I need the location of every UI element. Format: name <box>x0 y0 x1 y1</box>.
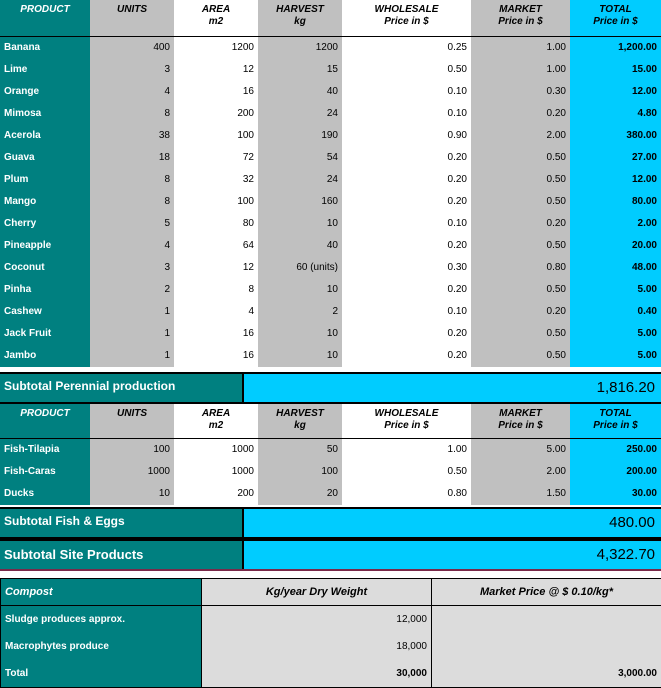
cell-market: 0.50 <box>471 169 570 191</box>
cell-total: 5.00 <box>570 279 661 301</box>
cell-market: 0.50 <box>471 279 570 301</box>
cell-units: 5 <box>90 213 174 235</box>
cell-area: 200 <box>174 483 258 505</box>
cell-harvest: 2 <box>258 301 342 323</box>
table-row <box>0 147 661 169</box>
cell-wholesale: 0.50 <box>342 461 471 483</box>
cell-units: 8 <box>90 169 174 191</box>
cell-harvest: 50 <box>258 438 342 461</box>
cell-total: 2.00 <box>570 213 661 235</box>
fish-header-row <box>0 404 661 438</box>
table-row <box>0 169 661 191</box>
cell-area: 8 <box>174 279 258 301</box>
table-row <box>0 301 661 323</box>
cell-harvest: 10 <box>258 345 342 367</box>
table-row <box>0 125 661 147</box>
cell-wholesale: 0.10 <box>342 81 471 103</box>
compost-row-weight: 18,000 <box>202 633 432 660</box>
cell-market: 0.50 <box>471 345 570 367</box>
cell-market: 1.50 <box>471 483 570 505</box>
header-market: MARKET Price in $ <box>471 0 570 36</box>
cell-units: 8 <box>90 191 174 213</box>
cell-harvest: 24 <box>258 103 342 125</box>
cell-total: 20.00 <box>570 235 661 257</box>
cell-area: 1000 <box>174 461 258 483</box>
cell-units: 4 <box>90 235 174 257</box>
table-row <box>0 345 661 367</box>
fish-header-product: PRODUCT <box>0 404 90 438</box>
cell-market: 0.50 <box>471 147 570 169</box>
cell-product: Jack Fruit <box>0 323 90 345</box>
compost-header-price: Market Price @ $ 0.10/kg* <box>432 579 661 606</box>
cell-area: 100 <box>174 125 258 147</box>
subtotal-fish-label: Subtotal Fish & Eggs <box>0 509 244 537</box>
compost-header-row <box>1 579 661 606</box>
subtotal-fish-value: 480.00 <box>244 509 661 537</box>
cell-units: 1 <box>90 323 174 345</box>
fish-header-wholesale: WHOLESALE Price in $ <box>342 404 471 438</box>
cell-harvest: 40 <box>258 235 342 257</box>
cell-units: 8 <box>90 103 174 125</box>
cell-units: 2 <box>90 279 174 301</box>
cell-harvest: 24 <box>258 169 342 191</box>
cell-units: 3 <box>90 59 174 81</box>
cell-total: 27.00 <box>570 147 661 169</box>
cell-total: 80.00 <box>570 191 661 213</box>
compost-row-price <box>432 606 661 634</box>
cell-units: 18 <box>90 147 174 169</box>
cell-product: Fish-Tilapia <box>0 438 90 461</box>
cell-area: 12 <box>174 59 258 81</box>
compost-total-label: Total <box>1 660 202 688</box>
table-row <box>0 81 661 103</box>
cell-market: 0.20 <box>471 301 570 323</box>
cell-area: 16 <box>174 323 258 345</box>
cell-total: 4.80 <box>570 103 661 125</box>
cell-product: Acerola <box>0 125 90 147</box>
cell-market: 0.20 <box>471 213 570 235</box>
cell-area: 16 <box>174 81 258 103</box>
cell-wholesale: 0.30 <box>342 257 471 279</box>
cell-area: 4 <box>174 301 258 323</box>
cell-market: 1.00 <box>471 59 570 81</box>
cell-product: Mimosa <box>0 103 90 125</box>
compost-table <box>0 578 661 688</box>
cell-harvest: 54 <box>258 147 342 169</box>
cell-product: Fish-Caras <box>0 461 90 483</box>
cell-market: 0.80 <box>471 257 570 279</box>
cell-wholesale: 1.00 <box>342 438 471 461</box>
cell-area: 200 <box>174 103 258 125</box>
cell-product: Pineapple <box>0 235 90 257</box>
table-row <box>0 103 661 125</box>
cell-total: 5.00 <box>570 345 661 367</box>
compost-header-label: Compost <box>1 579 202 606</box>
cell-market: 2.00 <box>471 461 570 483</box>
fish-header-harvest: HARVEST kg <box>258 404 342 438</box>
cell-product: Guava <box>0 147 90 169</box>
perennial-header-row <box>0 0 661 36</box>
cell-total: 200.00 <box>570 461 661 483</box>
table-row <box>0 213 661 235</box>
cell-units: 100 <box>90 438 174 461</box>
cell-units: 400 <box>90 36 174 59</box>
table-row <box>0 483 661 505</box>
cell-area: 72 <box>174 147 258 169</box>
cell-market: 0.50 <box>471 323 570 345</box>
cell-wholesale: 0.10 <box>342 103 471 125</box>
compost-row <box>1 606 661 634</box>
cell-wholesale: 0.20 <box>342 345 471 367</box>
cell-area: 16 <box>174 345 258 367</box>
compost-row-label: Macrophytes produce <box>1 633 202 660</box>
header-total: TOTAL Price in $ <box>570 0 661 36</box>
fish-header-units: UNITS <box>90 404 174 438</box>
cell-area: 80 <box>174 213 258 235</box>
cell-units: 1 <box>90 345 174 367</box>
cell-area: 64 <box>174 235 258 257</box>
cell-harvest: 160 <box>258 191 342 213</box>
header-area: AREA m2 <box>174 0 258 36</box>
table-row <box>0 191 661 213</box>
compost-row-price <box>432 633 661 660</box>
cell-product: Cashew <box>0 301 90 323</box>
compost-header-weight: Kg/year Dry Weight <box>202 579 432 606</box>
cell-harvest: 1200 <box>258 36 342 59</box>
cell-wholesale: 0.10 <box>342 301 471 323</box>
subtotal-perennial-label: Subtotal Perennial production <box>0 374 244 402</box>
fish-table <box>0 404 661 505</box>
subtotal-fish <box>0 507 661 539</box>
cell-market: 0.30 <box>471 81 570 103</box>
table-row <box>0 257 661 279</box>
table-row <box>0 235 661 257</box>
cell-harvest: 10 <box>258 213 342 235</box>
cell-product: Pinha <box>0 279 90 301</box>
cell-product: Banana <box>0 36 90 59</box>
compost-row-weight: 12,000 <box>202 606 432 634</box>
cell-area: 32 <box>174 169 258 191</box>
cell-wholesale: 0.20 <box>342 323 471 345</box>
cell-wholesale: 0.90 <box>342 125 471 147</box>
cell-market: 0.50 <box>471 191 570 213</box>
cell-units: 1000 <box>90 461 174 483</box>
compost-row-label: Sludge produces approx. <box>1 606 202 634</box>
fish-header-area: AREA m2 <box>174 404 258 438</box>
subtotal-site <box>0 539 661 571</box>
subtotal-perennial <box>0 372 661 404</box>
cell-area: 1200 <box>174 36 258 59</box>
table-row <box>0 461 661 483</box>
cell-wholesale: 0.25 <box>342 36 471 59</box>
cell-harvest: 15 <box>258 59 342 81</box>
cell-units: 38 <box>90 125 174 147</box>
cell-product: Mango <box>0 191 90 213</box>
compost-total-row <box>1 660 661 688</box>
cell-product: Lime <box>0 59 90 81</box>
cell-wholesale: 0.50 <box>342 59 471 81</box>
header-wholesale: WHOLESALE Price in $ <box>342 0 471 36</box>
cell-units: 3 <box>90 257 174 279</box>
cell-wholesale: 0.20 <box>342 147 471 169</box>
table-row <box>0 59 661 81</box>
cell-total: 1,200.00 <box>570 36 661 59</box>
fish-header-market: MARKET Price in $ <box>471 404 570 438</box>
cell-total: 12.00 <box>570 81 661 103</box>
cell-harvest: 100 <box>258 461 342 483</box>
cell-total: 30.00 <box>570 483 661 505</box>
compost-row <box>1 633 661 660</box>
cell-units: 1 <box>90 301 174 323</box>
cell-product: Cherry <box>0 213 90 235</box>
cell-wholesale: 0.20 <box>342 235 471 257</box>
cell-area: 12 <box>174 257 258 279</box>
subtotal-perennial-value: 1,816.20 <box>244 374 661 402</box>
header-harvest: HARVEST kg <box>258 0 342 36</box>
cell-area: 100 <box>174 191 258 213</box>
cell-wholesale: 0.20 <box>342 279 471 301</box>
cell-market: 5.00 <box>471 438 570 461</box>
compost-total-weight: 30,000 <box>202 660 432 688</box>
subtotal-site-value: 4,322.70 <box>244 541 661 569</box>
cell-total: 250.00 <box>570 438 661 461</box>
cell-product: Jambo <box>0 345 90 367</box>
cell-product: Orange <box>0 81 90 103</box>
cell-harvest: 20 <box>258 483 342 505</box>
fish-header-total: TOTAL Price in $ <box>570 404 661 438</box>
table-row <box>0 438 661 461</box>
cell-harvest: 190 <box>258 125 342 147</box>
cell-harvest: 60 (units) <box>258 257 342 279</box>
cell-harvest: 40 <box>258 81 342 103</box>
cell-product: Ducks <box>0 483 90 505</box>
table-row <box>0 279 661 301</box>
cell-product: Plum <box>0 169 90 191</box>
cell-units: 4 <box>90 81 174 103</box>
cell-product: Coconut <box>0 257 90 279</box>
header-product: PRODUCT <box>0 0 90 36</box>
cell-units: 10 <box>90 483 174 505</box>
cell-wholesale: 0.20 <box>342 169 471 191</box>
cell-total: 380.00 <box>570 125 661 147</box>
header-units: UNITS <box>90 0 174 36</box>
cell-wholesale: 0.10 <box>342 213 471 235</box>
cell-market: 2.00 <box>471 125 570 147</box>
cell-market: 1.00 <box>471 36 570 59</box>
cell-area: 1000 <box>174 438 258 461</box>
cell-total: 15.00 <box>570 59 661 81</box>
table-row <box>0 36 661 59</box>
subtotal-site-label: Subtotal Site Products <box>0 541 244 569</box>
compost-total-price: 3,000.00 <box>432 660 661 688</box>
cell-total: 48.00 <box>570 257 661 279</box>
cell-wholesale: 0.20 <box>342 191 471 213</box>
cell-market: 0.50 <box>471 235 570 257</box>
cell-total: 5.00 <box>570 323 661 345</box>
table-row <box>0 323 661 345</box>
cell-harvest: 10 <box>258 279 342 301</box>
cell-market: 0.20 <box>471 103 570 125</box>
cell-total: 12.00 <box>570 169 661 191</box>
cell-wholesale: 0.80 <box>342 483 471 505</box>
cell-total: 0.40 <box>570 301 661 323</box>
cell-harvest: 10 <box>258 323 342 345</box>
